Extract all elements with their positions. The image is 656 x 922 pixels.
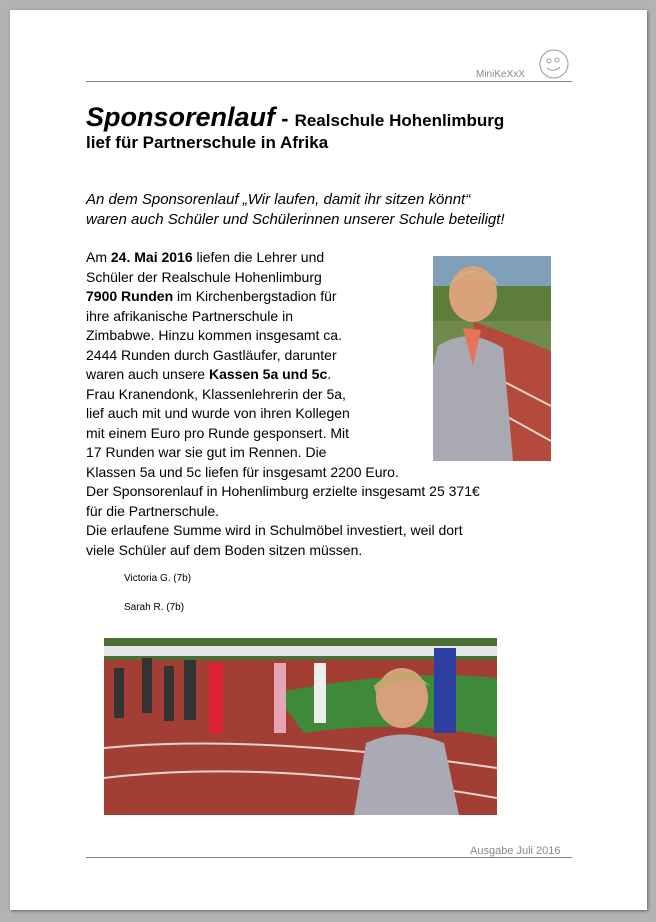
lead-line: waren auch Schüler und Schülerinnen unserer Schule beteiligt! (86, 211, 505, 228)
body-line: Am 24. Mai 2016 liefen die Lehrer und (86, 249, 325, 265)
footer-edition: Ausgabe Juli 2016 (470, 845, 561, 857)
body-line: waren auch unsere Kassen 5a und 5c. (86, 366, 332, 382)
author-signature: Sarah R. (7b) (124, 602, 185, 613)
body-line: Die erlaufene Summe wird in Schulmöbel investiert, weil dort (86, 522, 463, 538)
runners-track-photo (104, 638, 497, 815)
article-title (86, 102, 576, 153)
lead-line: An dem Sponsorenlauf „Wir laufen, damit ihr sitzen könnt“ (86, 191, 471, 208)
body-line: Der Sponsorenlauf in Hohenlimburg erzielte insgesamt 25 371€ (86, 483, 480, 499)
header-rule (86, 81, 572, 82)
lead-paragraph (86, 190, 576, 230)
body-line: Frau Kranendonk, Klassenlehrerin der 5a, (86, 385, 346, 402)
body-line: Zimbabwe. Hinzu kommen insgesamt ca. (86, 327, 342, 343)
body-line: ihre afrikanische Partnerschule in (86, 307, 293, 324)
header-brand: MiniKeXxX (476, 69, 525, 80)
classes-highlight: Kassen 5a und 5c (208, 366, 328, 382)
title-dash: - (275, 106, 295, 131)
body-line: lief auch mit und wurde von ihren Kollegen (86, 405, 350, 421)
body-line: für die Partnerschule. (86, 502, 220, 519)
date-highlight: 24. Mai 2016 (110, 249, 193, 265)
body-line: Schüler der Realschule Hohenlimburg (86, 268, 322, 285)
author-signature: Victoria G. (7b) (124, 573, 192, 584)
body-line: Klassen 5a und 5c liefen für insgesamt 2200 Euro. (86, 463, 399, 480)
smiley-face-icon (538, 48, 570, 80)
body-line: viele Schüler auf dem Boden sitzen müssen. (86, 541, 363, 558)
body-line: 2444 Runden durch Gastläufer, darunter (86, 346, 337, 363)
laps-highlight: 7900 Runden (86, 288, 174, 304)
title-main: Sponsorenlauf (86, 102, 276, 132)
body-line: 17 Runden war sie gut im Rennen. Die (86, 444, 327, 460)
footer-rule (86, 857, 572, 858)
teacher-portrait-photo (433, 256, 551, 461)
body-line: 7900 Runden im Kirchenbergstadion für (86, 288, 337, 304)
title-sub-line2: lief für Partnerschule in Afrika (86, 133, 329, 153)
title-sub-line1: Realschule Hohenlimburg (294, 111, 505, 130)
body-line: mit einem Euro pro Runde gesponsert. Mit (86, 424, 350, 441)
